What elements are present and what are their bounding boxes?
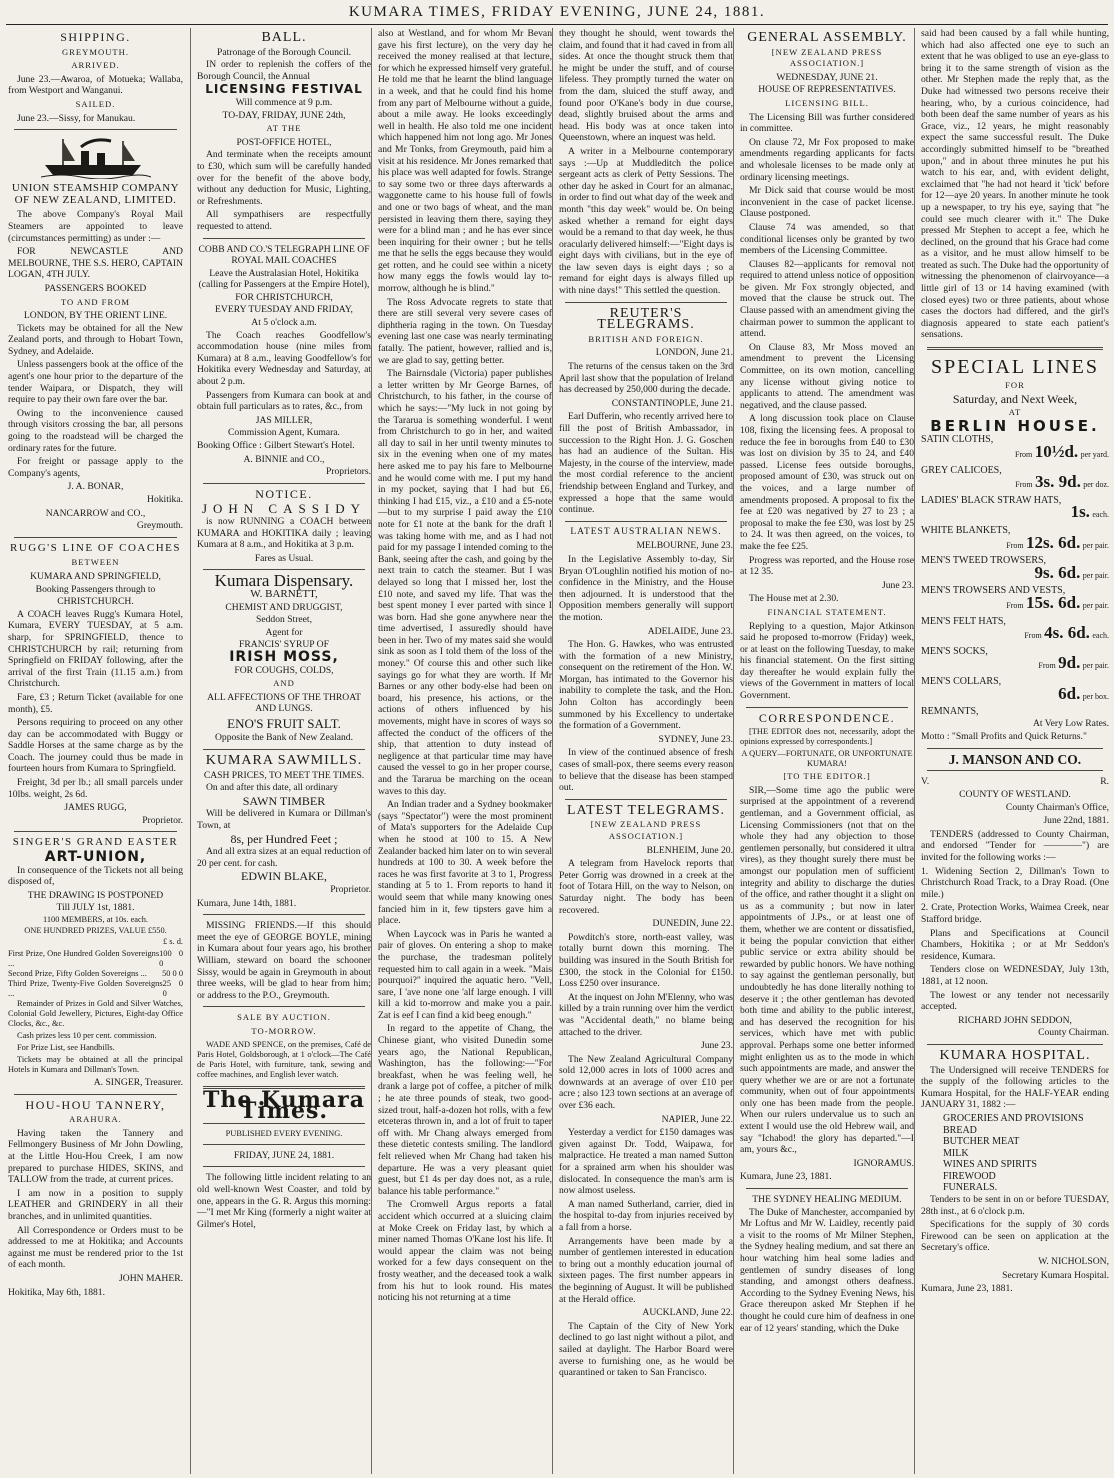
column-6 [914,28,1109,1474]
special-line-item: MEN'S FELT HATS, [921,615,1006,627]
westland-work-1: 1. Widening Section 2, Dillman's Town to Christchurch Road Track, to a Dray Road. (One mile.) [921,865,1109,900]
usc-tofrom: TO AND FROM [60,296,131,307]
col3-p7: The Cromwell Argus reports a fatal accident which occurred at a sluicing claim at Moke Creek on Friday last, by which a miner named Thomas O'Kane lost his life. It would appear the claim was not being worked for a few days consequent on the frosty weather, and the deceased took a walk from his hut to look round. His mates noticing his not returning at a time [378,1199,552,1304]
dispensary-heading: Kumara Dispensary. [214,571,354,591]
col3-p1: also at Westland, and for whom Mr Bevan gave his first lecture), on the very day he received the money realised at that lecture, for which he expressed himself very grateful. He told me that he learnt the blind language in a week, and that he could find his home from any part of Melbourne without a guide, about a mile away. He looks exceedingly well in health. He also told me one incident which happened him not long ago. Mr Jones and Mr Tonks, from Greymouth, paid him a visit at his residence. Mr Jones remarked that his place was well adapted for fowls. Strange to say some two or three days afterwards a waggonette came to his house full of fowls and one or two bags of wheat, and the man persisted in leaving them there, saying they were for a blind man ; and he has ever since been inquiring for their owner ; but he tells me that he sells the eggs because they would get rotten, and he could see within a nicety how many eggs the fowls would lay to-morrow, although he is blind." [378,28,552,295]
dateline-napier: NAPIER, June 22. [661,1113,733,1125]
ga-p1: The Licensing Bill was further considered in committee. [740,111,914,135]
ga-date: WEDNESDAY, JUNE 21. [776,71,878,83]
ga-p6: On Clause 83, Mr Moss moved an amendment to prevent the Licensing Committee, on its own motion, cancelling any license without giving notice to applicants to attend. The amendment was negatived, and the clause passed. [740,341,914,411]
price-from: From [1015,480,1033,490]
dispensary-street: Seddon Street, [256,614,312,626]
special-line-item: GREY CALICOES, [921,464,1002,476]
notice-fares: Fares as Usual. [254,552,314,564]
divider [927,770,1103,771]
hospital-item: BUTCHER MEAT [943,1136,1020,1148]
westland-office: County Chairman's Office, [1005,801,1109,813]
dateline-adelaide: ADELAIDE, June 23. [647,625,733,637]
divider [14,831,177,832]
ball-heading: BALL. [261,30,307,45]
usc-agent1: J. A. BONAR, [67,481,124,493]
sailed-text: June 23.—Sissy, for Manukau. [17,112,136,124]
ga-p5: Clauses 82—applicants for removal not required to attend unless notice of opposition be given. Mr Fox strongly objected, and moved that the clause be struck out. The Clause passed with an amendment giving the chairman power to summon the applicant to attend. [740,258,914,340]
dunedin-text-2: At the inquest on John M'Elenny, who was killed by a train running over him the verdict was "Accidental death," no blame being attached to the driver. [559,991,733,1038]
dispensary-title: CHEMIST AND DRUGGIST, [225,601,343,613]
cobb-props-title: Proprietors. [325,466,371,478]
cobb-time: At 5 o'clock a.m. [251,317,317,329]
ball-p3: All sympathisers are respectfully requested to attend. [197,209,371,232]
divider [203,238,365,239]
dispensary-coughs: FOR COUGHS, COLDS, [234,664,334,676]
correspondence-to: [TO THE EDITOR.] [783,771,871,782]
special-line-item: MEN'S SOCKS, [921,645,988,657]
singer-p1: In consequence of the Tickets not all being disposed of, [8,864,183,888]
price-unit: each. [1092,631,1109,641]
price-from: From [1006,540,1024,550]
divider [14,129,177,130]
singer-first-val: 100 0 0 [159,949,183,968]
dispensary-and: AND [273,678,295,689]
singer-first-row [8,949,183,969]
dateline-melbourne: MELBOURNE, June 23. [636,540,733,552]
hospital-item: WINES AND SPIRITS [943,1159,1037,1171]
divider [565,521,727,522]
tannery-p1: Having taken the Tannery and Fellmongery Business of Mr John Dowling, at the Little Hou-Hou Creek, I am now prepared to purchase HIDES, SKINS, and TALLOW from the trade, at current prices. [8,1127,183,1186]
price-from: From [1006,600,1024,610]
ga-p2: On clause 72, Mr Fox proposed to make amendments regarding applicants for facts and wholesale licenses to be made only at ordinary licensing meetings. [740,136,914,183]
divider [203,914,365,915]
ball-patronage: Patronage of the Borough Council. [216,46,352,58]
cobb-heading: COBB AND CO.'S TELEGRAPH LINE OF ROYAL MAIL COACHES [198,243,370,267]
singer-second-val: 50 0 0 [162,969,183,978]
column-3 [371,28,552,1474]
singer-heading: SINGER'S GRAND EASTER [12,836,179,849]
westland-p4: The lowest or any tender not necessarily accepted. [921,989,1109,1013]
special-line-item: WHITE BLANKETS, [921,524,1011,536]
sawmills-p1: On and after this date, all ordinary [206,782,338,794]
vr-v: V. [921,776,930,788]
dateline-june-23: June 23. [701,1040,733,1052]
motto: Motto : "Small Profits and Quick Returns." [921,731,1087,743]
healing-cont: said had been caused by a fall while hunting, which had also affected one eye to such an extent that he was obliged to use an eye-glass to bring it to the same strength of vision as the other. Mr Stephen made the reply that, as the Duke had witnessed two persons receive their hearing, who, by a curious coincidence, had both been deaf the same number of years as his Grace, viz., 12 years, he might reasonably expect the same successful result. The Duke accordingly submitted himself to be "breathed upon," and in about three minutes he put his watch to his ear, and, with evident delight, exclaimed that "he had not heard it 'tick' before for 12—aye 20 years. In another minute he took up a newspaper, to try his eye, saying that "he could see much clearer with it." The Duke pressed Mr Stephen to accept a fee, which he declined, on the ground that his Grace had come as a visitor, and he must allow himself to be treated as such. The Duke had the opportunity of witnessing the phenomenon of clairvoyance—a little girl of 13 or 14 having examined (with closed eyes) two or three patients, about whose cases the doctors had differed, and the girl's diagnosis appeared to state each patient's sensations. [921,28,1109,341]
price-amount: 9d. [1058,653,1081,673]
price-from: From [1024,631,1042,641]
sawmills-timber: SAWN TIMBER [242,793,326,808]
usc-newcastle: FOR NEWCASTLE AND MELBOURNE, THE S.S. HERO, CAPTAIN LOGAN, 4TH JULY. [8,246,183,281]
singer-artunion: ART-UNION, [44,849,147,866]
tannery-p2: I am now in a position to supply LEATHER and GRINDERY in all their branches, and in unlimited quantities. [8,1187,183,1222]
divider [565,799,727,800]
sydney-text: In view of the continued absence of fresh cases of small-pox, there seems every reason to believe that the disease has been stamped out. [559,747,733,794]
cobb-for: FOR CHRISTCHURCH, [235,291,333,303]
arrived-label: ARRIVED. [71,60,120,71]
price-unit: per doz. [1083,480,1109,490]
hospital-item: FUNERALS. [943,1182,998,1194]
special-lines-heading: SPECIAL LINES [930,356,1100,379]
price-from: From [1038,661,1056,671]
divider [746,1188,908,1189]
manson-name: J. MANSON AND CO. [948,751,1082,767]
price-unit: each. [1092,510,1109,520]
hospital-heading: KUMARA HOSPITAL. [939,1047,1091,1063]
dunedin-text-1: Powditch's store, north-east valley, was totally burnt down this morning. The building was insured in the South British for £300, the stock in the Colonial for £150. Loss £250 over insurance. [559,931,733,990]
dispensary-agent: Agent for [265,626,303,638]
price-amount: 1s. [1070,502,1090,522]
times-published: PUBLISHED EVERY EVENING. [225,1128,343,1138]
hospital-p1: The Undersigned will receive TENDERS for the supply of the following articles to the Kumara Hospital, for the HALF-YEAR ending JANUARY 31, 1882 :— [921,1064,1109,1111]
price-unit: per pair. [1082,570,1109,580]
rugg-christchurch: CHRISTCHURCH. [57,596,134,608]
col3-p5: When Laycock was in Paris he wanted a pair of gloves. On entering a shop to make the purchase, the tradesman politely requested him to call again in a week. "Mais pourquoi?" inquired the aquatic hero. "Vell, sare, I 'ave none one 'alf large enough. I vill kill a kid to-morrow and make you a pair. Zat is eef I can find a kid beeg enough." [378,928,552,1021]
ga-p4: Clause 74 was amended, so that conditional licenses only be granted by two members of the Licensing Committee. [740,221,914,257]
westland-name: RICHARD JOHN SEDDON, [958,1014,1072,1026]
divider [203,483,365,484]
ga-heading: GENERAL ASSEMBLY. [747,30,907,45]
ball-p2: And terminate when the receipts amount to £30, which sum will be carefully handed over for the benefit of the above body, without any deduction for Music, Lighting, or Refreshments. [197,149,371,207]
hospital-p2: Tenders to be sent in on or before TUESDAY, 28th inst., at 6 o'clock p.m. [921,1194,1109,1217]
divider [565,302,727,303]
price-amount: 6d. [1058,683,1081,703]
hospital-name: W. NICHOLSON, [1038,1256,1109,1268]
rugg-p3: Persons requiring to proceed on any other day can be accommodated with Buggy or Saddle Horses at the same charge as by the Coach. The journey could thus be made in fourteen hours from Kumara to Springfield. [8,717,183,775]
masthead-rule [6,24,1108,25]
remnants: REMNANTS, [921,706,979,718]
col4-p2: A writer in a Melbourne contemporary says :—Up at Muddleditch the police sergeant acts as clerk of Petty Sessions. The other day he asked in Court for an almanac, in order to find out what day of the week and month "this day week" would be. On being asked whether a remand for eight days would be a remand to that day week, he thus oracularly delivered himself:—"Eight days is eight days with civilians, but in the eye of the law seven days is eight days ; so a remand for eight days is always filled up with nine days!" This settled the question. [559,145,733,297]
column-1 [8,28,183,1474]
dispensary-opposite: Opposite the Bank of New Zealand. [214,732,353,744]
singer-second-row [8,969,183,979]
dispensary-name: W. BARNETT, [250,587,318,600]
dateline-sydney: SYDNEY, June 23. [658,733,733,745]
dateline-london: LONDON, June 21. [655,347,733,359]
ga-bill: LICENSING BILL. [785,97,869,108]
singer-prizes: ONE HUNDRED PRIZES, VALUE £550. [24,926,167,935]
dispensary-affections: ALL AFFECTIONS OF THE THROAT AND LUNGS. [207,691,361,715]
cobb-props: A. BINNIE and CO., [243,453,325,465]
rugg-between: BETWEEN [71,557,120,568]
special-lines-at: AT [1008,407,1022,418]
napier-text-1: Yesterday a verdict for £150 damages was given against Dr. Todd, Waipawa, for malpractice. He treated a man named Sutton for a sprained arm when his shoulder was dislocated. In consequence the man's arm is now almost useless. [559,1127,733,1197]
singer-hotels: Tickets may be obtained at all the principal Hotels in Kumara and Dillman's Town. [8,1055,183,1074]
missing-friends: MISSING FRIENDS.—If this should meet the eye of GEORGE BOYLE, mining in Kumara about four years ago, his brother William, steward on board the schooner Sissy, would be again in Greymouth in about three weeks, will be glad to hear from him; or address to the P.O., Greymouth. [197,920,371,1001]
special-line-item: LADIES' BLACK STRAW HATS, [921,494,1062,506]
column-4 [552,28,733,1474]
hospital-item: BREAD [943,1124,977,1136]
usc-heading: UNION STEAMSHIP COMPANY OF NEW ZEALAND, LIMITED. [11,182,180,206]
dunedin-text-3: The New Zealand Agricultural Company sold 12,000 acres in lots of 1000 acres and downwards at an average of over £10 per acre ; also 123 town sections at an average of over £36 each. [559,1053,733,1112]
times-p1: The following little incident relating to an old well-known West Coaster, and told by one, appears in the G. R. Argus this morning:—"I met Mr King (formerly a night waiter at Gilmer's Hotel, [197,1172,371,1230]
westland-date: June 22nd, 1881. [1043,815,1109,827]
notice-name: JOHN CASSIDY [201,501,367,517]
divider [14,537,177,538]
sawmills-date: Kumara, June 14th, 1881. [197,897,297,909]
rugg-p4: Freight, 3d per lb.; all small parcels under 10lbs. weight, 2s 6d. [8,777,183,800]
auckland-text: The Captain of the City of New York declined to go last night without a pilot, and sailed at daylight. The Harbor Board were averse to furnishing one, as he would be quarantined or taken to San Francisco. [559,1320,733,1379]
special-line-item: MEN'S COLLARS, [921,675,1002,687]
singer-third-val: 25 0 0 [162,979,183,998]
special-line-price [921,683,1109,703]
price-amount: 9s. 6d. [1034,562,1081,582]
special-line-item: SATIN CLOTHS, [921,434,994,446]
sawmills-cash: CASH PRICES, TO MEET THE TIMES. [203,769,365,781]
cobb-leave: Leave the Australasian Hotel, Hokitika (calling for Passengers at the Empire Hotel), [198,267,370,291]
correspondence-date: Kumara, June 23, 1881. [740,1171,832,1183]
singer-name: A. SINGER, Treasurer. [93,1077,183,1088]
westland-work-2: 2. Crate, Protection Works, Waimea Creek, near Stafford bridge. [921,902,1109,925]
constantinople-text: Earl Dufferin, who recently arrived here to fill the post of British Ambassador, in succession to the Right Hon. J. G. Goschen has had an audience of the Sultan. His Majesty, in the course of the interview, made the most cordial reference to the ancient friendship between England and Turkey, and expressed a hope that the same would continue. [559,411,733,516]
hospital-title: Secretary Kumara Hospital. [1002,1269,1109,1281]
cobb-p1: The Coach reaches Goodfellow's accommodation house (nine miles from Kumara) at 8 a.m., leaving Goodfellow's for Hokitika every Wednesday and Saturday, at about 2 p.m. [197,329,371,388]
sawmills-p2: Will be delivered in Kumara or Dillman's Town, at [197,808,371,832]
blenheim-text: A telegram from Havelock reports that Peter Gorrig was drowned in a creek at the foot of Totara Hill, on the way to Nelson, on Saturday night. The body has been recovered. [559,858,733,916]
ball-p1: IN order to replenish the coffers of the Borough Council, the Annual [197,59,371,82]
latest-sub: [NEW ZEALAND PRESS ASSOCIATION.] [590,819,702,841]
masthead: KUMARA TIMES, FRIDAY EVENING, JUNE 24, 1881. [348,4,766,20]
notice-p1: is now RUNNING a COACH between KUMARA and HOKITIKA daily ; leaving Kumara at 8 a.m., and Hokitika at 3 p.m. [197,515,371,551]
special-line-item: MEN'S TWEED TROWSERS, [921,555,1047,567]
divider [927,748,1103,749]
sailed-label: SAILED. [75,98,116,109]
correspondence-sign: IGNORAMUS. [853,1157,914,1169]
healing-p1: The Duke of Manchester, accompanied by Mr Loftus and Mr W. Laidley, recently paid a visit to the rooms of Mr Milner Stephen, the Sydney healing medium, and sat there an hour watching him heal some ladies and gentlemen of sundry diseases of long standing, and amongst others deafness. According to the Sydney Evening News, his Grace thereupon asked Mr Stephen if he thought he could cure him of deafness in one ear of 12 years' standing, which the Duke [740,1206,914,1334]
usc-london: LONDON, BY THE ORIENT LINE. [23,310,168,322]
ga-p8: Progress was reported, and the House rose at 12 35. [740,554,914,578]
rugg-title: Proprietor. [142,814,183,826]
cobb-p2: Passengers from Kumara can book at and obtain full particulars as to rates, &c., from [197,389,371,413]
rugg-booking: Booking Passengers through to [35,583,156,595]
divider [927,347,1103,350]
correspondence-title: A QUERY—FORTUNATE, OR UNFORTUNATE KUMARA! [741,749,913,769]
special-lines-list [921,434,1109,702]
singer-drawing: THE DRAWING IS POSTPONED [27,889,164,901]
usc-agent2: NANCARROW and CO., [45,507,146,519]
special-lines-for: FOR [1005,380,1025,391]
hospital-p3: Specifications for the supply of 30 cords Firewood can be seen on application at the Secretary's office. [921,1219,1109,1254]
singer-remainder: Remainder of Prizes in Gold and Silver Watches, Colonial Gold Jewellery, Pictures, Eight-day Office Clocks, &c., &c. [8,999,183,1028]
price-unit: per box. [1082,691,1109,701]
napier-text-2: A man named Sutherland, carrier, died in the hospital to-day from injuries received by a fall from a horse. [559,1198,733,1233]
rugg-route: KUMARA AND SPRINGFIELD, [30,570,161,582]
divider [203,1006,365,1007]
greymouth-heading: GREYMOUTH. [61,46,130,57]
westland-p1: TENDERS (addressed to County Chairman, and endorsed "Tender for ————") are invited for the following works :— [921,828,1109,864]
correspondence-heading: CORRESPONDENCE. [758,710,896,725]
ga-june23: June 23. [882,579,914,591]
berlin-house: BERLIN HOUSE. [930,416,1100,435]
special-line-price [921,623,1109,643]
col4-p1: they thought he should, went towards the claim, and found that it had caved in from all sides. At once the thought struck them that he might be under the stuff, and of course lifeless. They promptly turned the water on from the dam, sluiced the stuff away, and found poor O'Kane's body in due course, dead, slightly bruised about the arms and head. His body was at once taken into Queenstown, where an inquest was held. [559,28,733,144]
special-line-price [921,472,1109,492]
ball-hotel: POST-OFFICE HOTEL, [236,136,332,148]
price-unit: per pair. [1082,540,1109,550]
divider [927,1044,1103,1045]
special-line-price [921,653,1109,673]
times-title: The Kumara Times. [202,1086,366,1125]
special-line-price [921,502,1109,522]
ga-p7: A long discussion took place on Clause 108, fixing the licensing fees. A proposal to reduce the fee in boroughs from £40 to £30 was lost on division by 35 to 24, and £40 passed. License fees outside boroughs, proposed amount of £30, was struck out on the voices, and a large number of amendments proposed. A proposal to fix the fee at £20 was negatived by 27 to 23 ; a proposal to make the fee £30, was lost by 25 to 24. It was then agreed, on the voices, to make the fee £25. [740,413,914,552]
dispensary-eno: ENO'S FRUIT SALT. [227,715,341,731]
correspondence-note: [THE EDITOR does not, necessarily, adopt the opinions expressed by correspondents.] [740,727,914,747]
remnants-low: At Very Low Rates. [1032,717,1109,729]
correspondence-p1: SIR,—Some time ago the public were surprised at the appointment of a reverend gentleman, and a Government official, as Licensing Commissioners (not that on the whole they had any objection to those gentlemen personally, but considered it ultra vires), as they thought surely there must be amongst our population men of sufficient integrity and ability to discharge the duties of the office, and rather thought it a slight on us as a community ; but now in later appointments of J.Ps., or at least one of them, whether we are content or dissatisfied, it being the popular conviction that either public service or extra ability should be rewarded by public honors. We have nothing to say against the gentleman personally, but undoubtedly he has done literally nothing to deserve it ; the other gentleman has devoted both time and ability to the public interest, and has deserved the recognition for his services, which have met with public approval. Perhaps some one better informed might enlighten us as to the mode in which such appointments are made, and answer the query whether we are or are not a fortunate community, when out of four appointments only one has been made from the people. When our rulers undervalue us to such an extent I would use the old Hebrew wail, and say "Ichabod! the glory has departed."—I am, yours &c., [740,784,914,1156]
times-date: FRIDAY, JUNE 24, 1881. [233,1149,335,1161]
rugg-heading: RUGG'S LINE OF COACHES [10,541,181,554]
singer-members: 1100 MEMBERS, at 10s. each. [42,915,149,924]
col3-p2: The Ross Advocate regrets to state that there are still several very severe cases of diphtheria raging in the town. On Tuesday evening last one case was nearly terminating fatally. The patient, however, rallied and is, we are glad to say, getting better. [378,296,552,366]
cobb-agent: Commission Agent, Kumara. [228,427,340,439]
auction-when: TO-MORROW. [251,1025,317,1036]
hospital-item: MILK [943,1147,969,1159]
australian-heading: LATEST AUSTRALIAN NEWS. [570,526,722,537]
dateline-auckland: AUCKLAND, June 22. [642,1307,733,1319]
sawmills-title: Proprietor. [330,884,371,895]
price-unit: per yard. [1080,450,1109,459]
price-unit: per pair. [1082,600,1109,610]
price-amount: 10½d. [1034,442,1079,461]
special-line-price [921,562,1109,582]
notice-heading: NOTICE. [255,486,313,501]
usc-p4: For freight or passage apply to the Company's agents, [8,456,183,479]
ga-financial: FINANCIAL STATEMENT. [767,606,887,617]
usc-agent1-town: Hokitika. [147,494,183,505]
sawmills-price: 8s, per Hundred Feet ; [230,831,338,846]
ga-p9: The House met at 2.30. [749,593,839,605]
ga-p10: Replying to a question, Major Atkinson said he proposed to-morrow (Friday) week, or at least on the following Tuesday, to make his financial statement. On the first sitting day thereafter he would explain fully the views of the Government in matters of local Government. [740,620,914,702]
rugg-name: JAMES RUGG, [64,802,127,814]
special-line-price [921,442,1109,461]
latest-heading: LATEST TELEGRAMS. [566,802,726,818]
reuters-sub: BRITISH AND FOREIGN. [588,333,704,344]
col3-p6: In regard to the appetite of Chang, the Chinese giant, who visited Dunedin some years ago, the National Republican, Washington, has the following:—"For breakfast, when he was feeling well, he drank a large pot of coffee, a pitcher of milk ; he ate three pounds of steak, two good-sized trout, half-a-dozen hot rolls, with a few etceteras thrown in, and a lot of fruit to taper off with. Mr Chang always emerged from these dietetic contests smiling. The landlord felt relieved when Mr Chang had taken his departure. He was a very pleasant quiet guest, but £1 4s per day does not, as a rule, balance his table performance." [378,1023,552,1197]
price-amount: 15s. 6d. [1026,592,1081,612]
adelaide-text: The Hon. G. Hawkes, who was entrusted with the formation of a new Ministry, consequent on the retirement of the Hon. W. Morgan, has intimated to the Governor his inability to complete the task, and the Hon. John Colton has accordingly been summoned by his Excellency to undertake the formation of a Government. [559,639,733,732]
arrived-text: June 23.—Awaroa, of Motueka; Wallaba, from Westport and Wanganui. [8,73,183,97]
singer-lsd: £ s. d. [162,937,183,946]
usc-passengers: PASSENGERS BOOKED [44,282,147,294]
dispensary-moss: IRISH MOSS, [229,648,339,665]
singer-third: Third Prize, Twenty-Five Golden Sovereigns ... [8,979,163,998]
dateline-constantinople: CONSTANTINOPLE, June 21. [611,397,733,409]
divider [203,569,365,570]
auction-p1: WADE AND SPENCE, on the premises, Café de Paris Hotel, Goldsborough, at 1 o'clock—The Café de Paris Hotel, with furniture, tank, sewing and coffee machines, and English lever watch. [197,1039,371,1079]
divider [203,749,365,750]
hospital-item: GROCERIES AND PROVISIONS [943,1112,1084,1124]
singer-first: First Prize, One Hundred Golden Sovereigns ... [8,949,160,968]
westland-title: County Chairman. [1038,1027,1109,1039]
divider [203,1166,365,1167]
usc-p2: Unless passengers book at the office of the agent's one hour prior to the departure of the tender Waipara, or Dispatch, they will require to pay their own fare over the bar. [8,359,183,406]
special-line-price [921,592,1109,612]
tannery-heading: HOU-HOU TANNERY, [25,1097,166,1112]
divider [14,1094,177,1095]
ga-house: HOUSE OF REPRESENTATIVES. [758,84,896,96]
price-unit: per pair. [1082,661,1109,671]
ball-at: AT THE [266,123,302,134]
shipping-heading: SHIPPING. [60,30,131,44]
special-line-item: MEN'S TROWSERS AND VESTS, [921,585,1066,597]
price-amount: 4s. 6d. [1044,623,1090,643]
singer-second: Second Prize, Fifty Golden Sovereigns ... [8,969,147,978]
price-from: From [1014,450,1033,459]
hospital-date: Kumara, June 23, 1881. [921,1283,1013,1295]
sawmills-p3: And all extra sizes at an equal reduction of 20 per cent. for cash. [197,846,371,869]
price-amount: 3s. 9d. [1035,472,1081,492]
reuters-heading: REUTER'S TELEGRAMS. [597,305,695,333]
usc-agent2-town: Greymouth. [136,520,183,532]
dateline-dunedin: DUNEDIN, June 22. [652,918,733,930]
tannery-date: Hokitika, May 6th, 1881. [8,1286,105,1298]
price-amount: 12s. 6d. [1026,532,1081,552]
tannery-name: JOHN MAHER. [119,1272,183,1284]
divider [203,1144,365,1145]
special-lines-when: Saturday, and Next Week, [952,391,1078,406]
cobb-every: EVERY TUESDAY AND FRIDAY, [215,304,353,316]
column-2 [190,28,371,1474]
auction-heading: SALE BY AUCTION. [237,1012,331,1023]
usc-p1: Tickets may be obtained for all the New Zealand ports, and through to Hobart Town, Sydney, and Adelaide. [8,322,183,357]
rugg-p2: Fare, £3 ; Return Ticket (available for one month), £5. [8,691,183,715]
singer-till: Till JULY 1st, 1881. [56,902,135,914]
tannery-p3: All Correspondence or Orders must to be addressed to me at Hokitika; and Accounts against me must be rendered prior to the 1st of each month. [8,1224,183,1271]
singer-third-row [8,979,183,999]
cobb-name: JAS MILLER, [255,414,313,426]
singer-commission: Cash prizes less 10 per cent. commission. [17,1031,157,1040]
ball-commence: Will commence at 9 p.m. [235,96,333,108]
column-5 [733,28,914,1474]
vr-r: R. [1100,776,1109,788]
sawmills-heading: KUMARA SAWMILLS. [205,753,363,769]
ga-p3: Mr Dick said that course would be most inconvenient in the case of packet license. Clause postponed. [740,185,914,220]
cobb-office: Booking Office : Gilbert Stewart's Hotel. [197,440,355,451]
singer-list: For Prize List, see Handbills. [17,1043,115,1052]
ga-sub: [NEW ZEALAND PRESS ASSOCIATION.] [771,46,883,69]
westland-p2: Plans and Specifications at Council Chambers, Hokitika ; or at Mr Seddon's residence, Kumara. [921,927,1109,962]
special-line-price [921,532,1109,552]
col3-p3: The Bairnsdale (Victoria) paper publishes a letter written by Mr George Barnes, of Christchurch, to his father, in the course of which he says:—"My luck in not going by the Tararua is something wonderful. I went from Christchurch to go in her, and waited all day to sail in her until twenty minutes to six in the evening when one of my mates here asked me to pay his fare to Melbourne and he would come with me. I put my hand in my pocket, saying that I had but £6, thinking I had £15, viz., a £10 and a £5-note—but to my surprise I paid away the £10 note for £1 note at the bank for the draft I was taking home with me, and as I had not paid for my passage I intended coming to the Bank, seeing after the cash, and going by the next train to catch the steamer. But I was delayed so long that I missed her, lost the £10 note, and saved my life. That was the best spent money I ever parted with since I was born. Had she gone anywhere near the time advertised, I assuredly should have been in her. Two of my mates said she would sink as soon as I told them of the loss of the money." Of course this and other such like sayings go for what they are worth. If Mr Barnes or any other body-else had been on board, his presence, his actions, or the actions of others influenced by his movements, might have in scores of ways so affected the conduct of the officers of the ship, that attention to duty instead of negligence at that particular time may have caused the vessel to go in her proper course, and the Tararua be marching on the ocean waves to this day. [378,368,552,797]
usc-p3: Owing to the inconvenience caused through visitors crossing the bar, all persons going to the roadstead will be charged the ordinary rates for the future. [8,407,183,454]
ball-festival: LICENSING FESTIVAL [205,82,363,97]
napier-text-3: Arrangements have been made by a number of gentlemen interested in education to bring out a monthly education journal of sixteen pages. The first number appears in the beginning of August. It will be published at the Herald office. [559,1235,733,1305]
melbourne-text: In the Legislative Assembly to-day, Sir Bryan O'Loughlin notified his motion of no-confidence in the Ministry, and the House then adjourned. It is understood that the Opposition members generally will support the motion. [559,553,733,623]
tannery-place: ARAHURA. [69,1114,122,1125]
col3-p4: An Indian trader and a Sydney bookmaker (says "Spectator") were the most prominent of Mata's supporters for the Adelaide Cup when he stood at 100 to 15. A New Zealander backed him later on to win several hundreds at 100 to 30. A week before the races he was first favorite at 3 to 1, Progress standing at 5 to 1. From reports to hand it would seem that while many knowing ones fancied him in it, few tipsters gave him a place. [378,799,552,927]
westland-p3: Tenders close on WEDNESDAY, July 13th, 1881, at 12 noon. [921,964,1109,987]
dispensary-francis: FRANCIS' SYRUP OF [239,639,329,651]
london-text: The returns of the census taken on the 3rd April last show that the population of Ireland has decreased by 250,000 during the decade. [559,361,733,396]
steamship-icon [41,135,151,179]
hospital-items [943,1113,1109,1194]
westland-heading: COUNTY OF WESTLAND. [959,789,1071,801]
hospital-item: FIREWOOD [943,1170,996,1182]
vr-row [921,776,1109,788]
usc-intro: The above Company's Royal Mail Steamers are appointed to leave (circumstances permitting) as under :— [8,209,183,244]
healing-heading: THE SYDNEY HEALING MEDIUM. [752,1194,902,1206]
sawmills-name: EDWIN BLAKE, [241,869,327,884]
rugg-p1: A COACH leaves Rugg's Kumara Hotel, Kumara, EVERY TUESDAY, at 5 a.m. sharp, for SPRINGFIELD, thence to CHRISTCHURCH by rail; returning from Springfield on FRIDAY following, after the arrival of the first Train (11.15 a.m.) from Christchurch. [8,608,183,690]
ball-date: TO-DAY, FRIDAY, JUNE 24th, [222,109,346,121]
dateline-blenheim: BLENHEIM, June 20. [646,844,733,856]
divider [746,707,908,708]
